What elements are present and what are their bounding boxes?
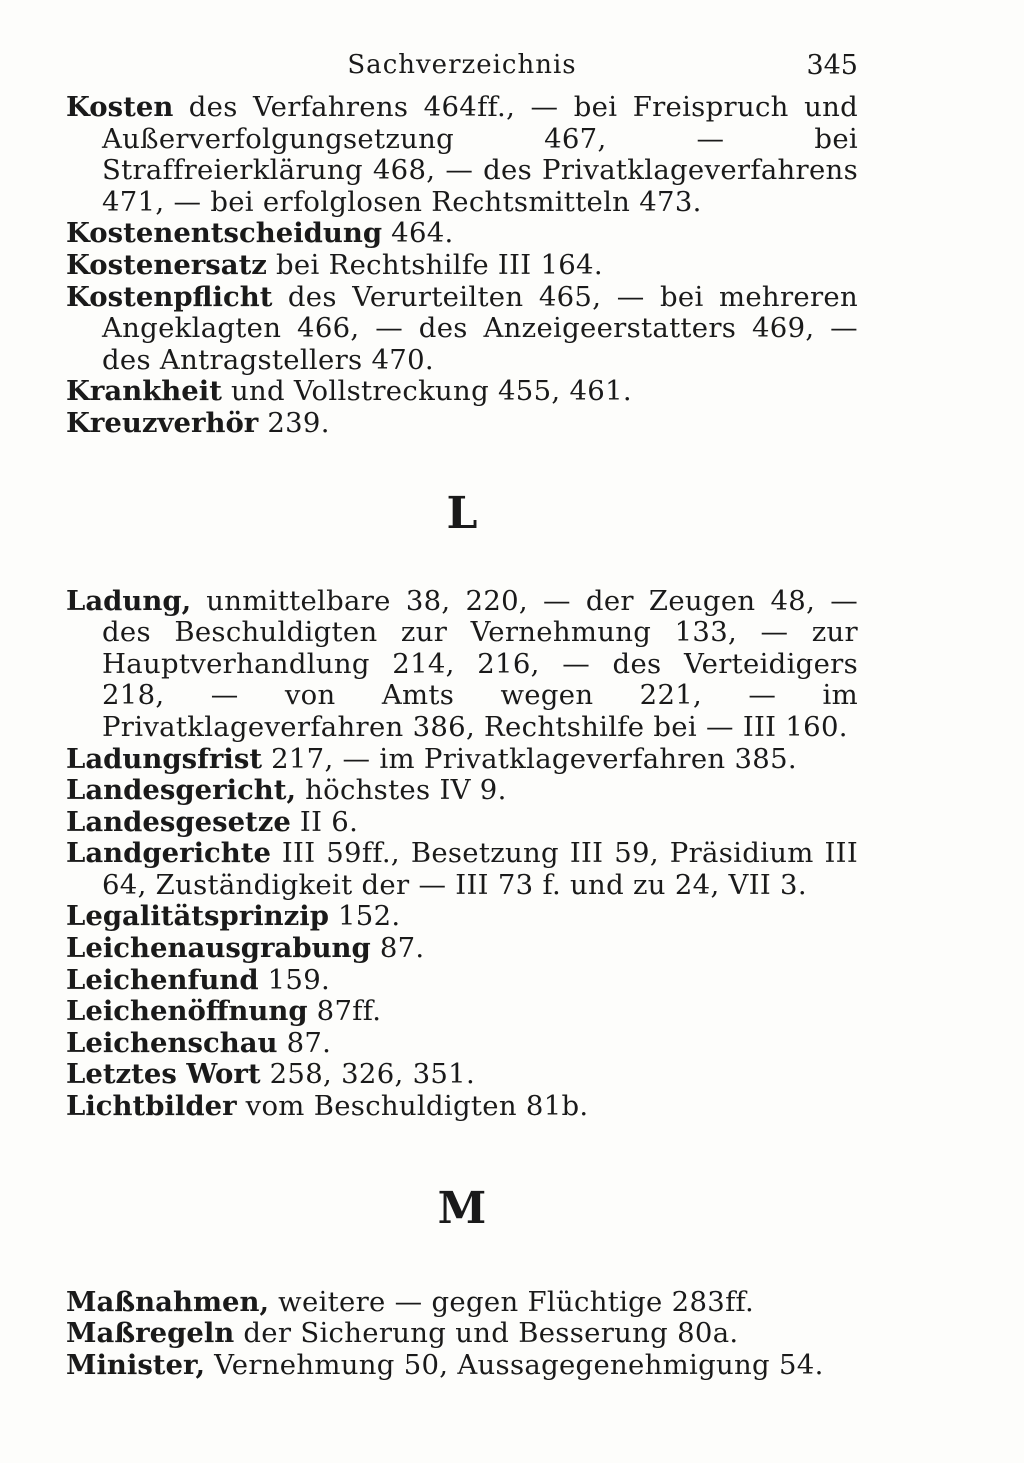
index-entry-term: Kreuzverhör: [66, 406, 259, 439]
index-entry-term: Landesgericht,: [66, 774, 297, 807]
index-entry: [66, 1028, 858, 1060]
index-entry-references: Vernehmung 50, Aussagegenehmigung 54.: [205, 1348, 824, 1381]
index-entry-references: 239.: [258, 406, 330, 439]
index-entry-term: Leichenöffnung: [66, 995, 308, 1028]
index-entry-references: 464.: [382, 217, 454, 250]
index-entry-term: Krankheit: [66, 375, 222, 408]
index-entry: [66, 775, 858, 807]
index-entry: [66, 282, 858, 377]
index-entry-term: Letztes Wort: [66, 1058, 261, 1091]
page-number: 345: [806, 50, 858, 81]
index-entry: [66, 408, 858, 440]
index-entry: [66, 1350, 858, 1382]
running-head-title: Sachverzeichnis: [347, 50, 577, 80]
index-entry-term: Leichenfund: [66, 963, 259, 996]
index-entry-term: Kostenpflicht: [66, 280, 273, 313]
index-entry-references: vom Beschuldigten 81b.: [236, 1090, 589, 1123]
index-entry-references: bei Rechtshilfe III 164.: [266, 248, 603, 281]
index-entry-term: Maßnahmen,: [66, 1285, 270, 1318]
index-entry-term: Leichenschau: [66, 1026, 278, 1059]
index-entry: [66, 996, 858, 1028]
index-entry-term: Leichenausgrabung: [66, 932, 371, 965]
index-entry-term: Lichtbilder: [66, 1090, 237, 1123]
index-entry-term: Ladungsfrist: [66, 742, 263, 775]
index-entry: [66, 1091, 858, 1123]
index-entry: [66, 807, 858, 839]
index-entry-term: Kostenentscheidung: [66, 217, 383, 250]
index-entry-term: Kosten: [66, 91, 174, 123]
index-entry-term: Legalitätsprinzip: [66, 900, 329, 933]
index-body: [66, 92, 858, 1381]
section-letter-m: M: [437, 1182, 487, 1234]
index-entry-references: 152.: [328, 900, 401, 933]
index-entry-term: Minister,: [66, 1348, 206, 1381]
index-entry: [66, 586, 858, 744]
index-entry-term: Kostenersatz: [66, 248, 267, 281]
index-entry: [66, 92, 858, 218]
index-entry: [66, 965, 858, 997]
index-entry: [66, 250, 858, 282]
index-entry-references: des Verurteilten 465, — bei mehreren Angeklagten 466, — des Anzeigeerstatters 469, — des Antragstellers 470.: [102, 280, 858, 376]
index-entry-references: II 6.: [290, 805, 359, 838]
index-entry: [66, 933, 858, 965]
index-entry: [66, 376, 858, 408]
index-entry: [66, 218, 858, 250]
index-entry-references: 87.: [277, 1026, 332, 1059]
index-entry-term: Landgerichte: [66, 837, 271, 870]
index-entry-references: 87.: [370, 932, 425, 965]
index-entry-term: Maßregeln: [66, 1317, 235, 1350]
index-entry-references: 87ff.: [307, 995, 382, 1028]
index-entry-references: des Verfahrens 464ff., — bei Freispruch und Außerverfolgungsetzung 467, — bei Straffreierklärung 468, — des Privatklageverfahrens 471, — bei erfolglosen Rechtsmitteln 473.: [102, 91, 858, 218]
index-entry: [66, 1059, 858, 1091]
index-entry: [66, 901, 858, 933]
index-entry-references: höchstes IV 9.: [296, 774, 507, 807]
index-entry-references: III 59ff., Besetzung III 59, Präsidium III 64, Zuständigkeit der — III 73 f. und zu 24, VII 3.: [102, 837, 858, 901]
index-entry-references: weitere — gegen Flüchtige 283ff.: [269, 1285, 755, 1318]
index-entry: [66, 744, 858, 776]
running-head: [66, 50, 858, 92]
index-entry-references: 159.: [258, 963, 331, 996]
index-entry-references: unmittelbare 38, 220, — der Zeugen 48, — des Beschuldigten zur Vernehmung 133, — zur Hauptverhandlung 214, 216, — des Verteidigers 218, — von Amts wegen 221, — im Privatklageverfahren 386, Rechtshilfe bei — III 160.: [102, 584, 858, 743]
index-entry-term: Landesgesetze: [66, 805, 291, 838]
index-entry-references: der Sicherung und Besserung 80a.: [234, 1317, 739, 1350]
index-entry: [66, 1287, 858, 1319]
index-entry-references: und Vollstreckung 455, 461.: [221, 375, 632, 408]
section-letter-l: L: [446, 487, 478, 539]
index-entry-references: 258, 326, 351.: [260, 1058, 476, 1091]
index-entry: [66, 838, 858, 901]
index-entry-term: Ladung,: [66, 584, 192, 617]
index-entry-references: 217, — im Privatklageverfahren 385.: [262, 742, 797, 775]
index-page: [66, 50, 858, 1381]
index-entry: [66, 1318, 858, 1350]
